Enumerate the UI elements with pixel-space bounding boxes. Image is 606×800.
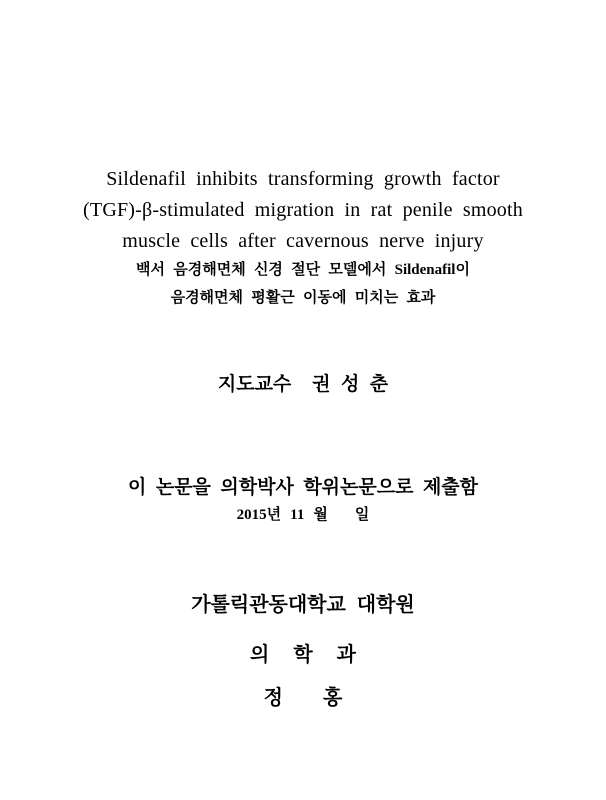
thesis-title-en-line-1: Sildenafil inhibits transforming growth factor (106, 168, 500, 190)
thesis-subtitle-ko-line-1: 백서 음경해면체 신경 절단 모델에서 Sildenafil이 (136, 262, 470, 278)
thesis-title-en-line-3: muscle cells after cavernous nerve injury (122, 230, 484, 252)
university-name: 가톨릭관동대학교 대학원 (191, 594, 415, 616)
author-name: 정 홍 (263, 687, 343, 709)
submission-statement: 이 논문을 의학박사 학위논문으로 제출함 (127, 477, 479, 498)
department-name: 의 학 과 (250, 644, 356, 666)
thesis-title-en-line-2: (TGF)-β-stimulated migration in rat penile smooth (83, 199, 523, 221)
thesis-subtitle-ko-line-2: 음경해면체 평활근 이동에 미치는 효과 (170, 290, 436, 306)
advisor-line: 지도교수 권 성 춘 (217, 374, 389, 395)
submission-date: 2015년 11 월 일 (236, 507, 370, 523)
